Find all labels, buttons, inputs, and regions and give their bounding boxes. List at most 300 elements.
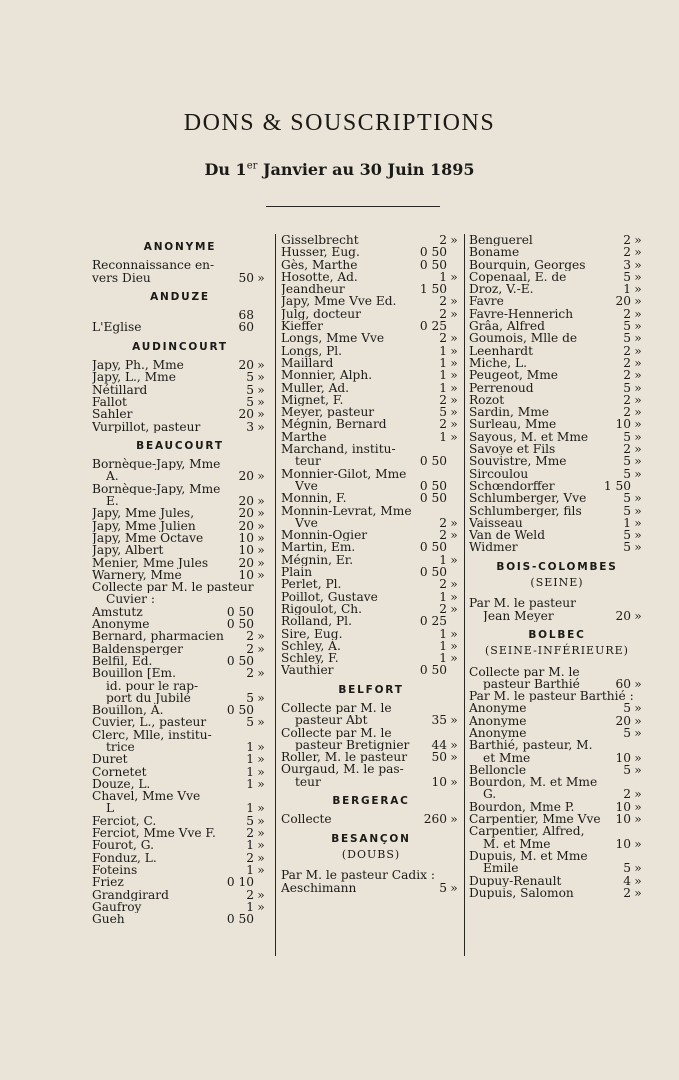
donation-entry xyxy=(92,815,268,827)
donor-name: Monnin-Levrat, Mme xyxy=(281,504,412,517)
ditto-mark: » xyxy=(634,799,642,814)
donor-name: Gueh xyxy=(92,913,125,926)
donation-entry xyxy=(92,889,268,901)
donation-entry xyxy=(469,455,645,467)
donor-name: Clerc, Mlle, institu- xyxy=(92,728,212,741)
ditto-mark: » xyxy=(634,282,642,297)
ditto-mark: » xyxy=(634,812,642,827)
donor-name: Ferciot, Mme Vve F. xyxy=(92,827,216,840)
donor-name: Gaufroy xyxy=(92,900,142,914)
donation-amount: 2 xyxy=(246,629,254,644)
donation-entry xyxy=(469,752,645,764)
donor-name: et Mme xyxy=(483,751,531,764)
ditto-mark: » xyxy=(450,417,458,432)
donation-amount: 2 xyxy=(439,601,447,616)
donation-entry xyxy=(469,246,645,258)
donation-amount: 68 60 xyxy=(238,308,254,335)
ditto-mark: » xyxy=(450,601,458,616)
donor-name: Hosotte, Ad. xyxy=(281,270,358,284)
donation-entry xyxy=(281,320,461,332)
donation-amount: 20 xyxy=(238,469,254,484)
donation-amount: 0 25 xyxy=(419,614,447,629)
donation-amount: 10 xyxy=(238,543,254,558)
donor-name: Favre xyxy=(469,295,504,308)
donation-entry xyxy=(281,640,461,652)
donor-name: Miche, L. xyxy=(469,356,527,370)
donation-amount: 5 xyxy=(246,394,254,409)
donation-amount: 4 xyxy=(623,873,631,888)
donor-name: vers Dieu xyxy=(92,271,151,284)
donation-amount: 1 xyxy=(439,429,447,444)
ditto-mark: » xyxy=(634,269,642,284)
donation-amount: 1 xyxy=(246,862,254,877)
donation-entry xyxy=(469,345,645,357)
donation-amount: 2 xyxy=(623,368,631,383)
donation-entry xyxy=(281,591,461,603)
donor-name: Poillot, Gustave xyxy=(281,590,378,603)
donation-entry xyxy=(92,680,268,692)
donor-name: Anonyme xyxy=(469,726,527,740)
donation-entry xyxy=(469,702,645,714)
donation-amount: 2 xyxy=(623,885,631,900)
ditto-mark: » xyxy=(257,850,265,865)
donation-amount: 2 xyxy=(623,343,631,358)
donation-amount: 2 xyxy=(439,392,447,407)
donor-name: Amstutz xyxy=(92,605,143,619)
donor-name: Copenaal, E. de xyxy=(469,270,567,284)
donation-entry xyxy=(281,295,461,307)
donor-name: Nétillard xyxy=(92,383,148,396)
donation-entry xyxy=(281,763,461,775)
donation-amount: 20 xyxy=(238,407,254,422)
donations-column-1 xyxy=(92,234,268,925)
donation-entry xyxy=(469,369,645,381)
subtitle-superscript: er xyxy=(246,160,258,172)
donation-entry xyxy=(469,259,645,271)
donation-entry xyxy=(281,332,461,344)
donor-name: Martin, Em. xyxy=(281,541,356,554)
donation-entry xyxy=(469,295,645,307)
ditto-mark: » xyxy=(634,608,642,623)
donor-name: Roller, M. le pasteur xyxy=(281,751,408,764)
donation-entry xyxy=(469,715,645,727)
ditto-mark: » xyxy=(257,899,265,914)
donor-name: Foteins xyxy=(92,863,138,877)
donor-name: teur xyxy=(295,775,321,789)
donation-entry xyxy=(281,455,461,467)
donation-amount: 1 xyxy=(439,355,447,370)
donor-name: Collecte xyxy=(281,813,332,826)
donation-amount: 2 xyxy=(439,294,447,309)
donation-amount: 20 xyxy=(238,494,254,509)
donor-name: id. pour le rap- xyxy=(106,679,199,692)
ditto-mark: » xyxy=(257,370,265,385)
donation-entry xyxy=(92,371,268,383)
donation-amount: 0 50 xyxy=(419,663,447,678)
donor-name: Par M. le pasteur Cadix : xyxy=(281,869,435,882)
donor-name: Sire, Eug. xyxy=(281,627,343,640)
donation-amount: 1 xyxy=(439,269,447,284)
donor-name: Perrenoud xyxy=(469,381,534,394)
donation-entry xyxy=(92,421,268,433)
donor-name: Van de Weld xyxy=(469,529,546,542)
ditto-mark: » xyxy=(634,491,642,506)
donation-amount: 5 xyxy=(246,382,254,397)
donor-name: Monnin, F. xyxy=(281,492,347,505)
donation-entry xyxy=(469,541,645,553)
donation-entry xyxy=(281,431,461,443)
donation-amount: 5 xyxy=(246,715,254,730)
donor-name: Vauthier xyxy=(281,664,334,677)
ditto-mark: » xyxy=(634,676,642,691)
donation-entry xyxy=(281,418,461,430)
donation-entry xyxy=(92,876,268,888)
donation-amount: 20 xyxy=(238,358,254,373)
donor-name: Japy, Mme Vve Ed. xyxy=(281,295,397,308)
ditto-mark: » xyxy=(257,887,265,902)
donation-entry xyxy=(469,666,645,678)
ditto-mark: » xyxy=(450,405,458,420)
donation-entry xyxy=(469,431,645,443)
ditto-mark: » xyxy=(257,826,265,841)
donation-amount: 2 xyxy=(439,515,447,530)
donor-name: Aeschimann xyxy=(281,881,357,894)
donor-name: Plain xyxy=(281,566,313,579)
donation-entry xyxy=(469,776,645,788)
donor-name: Favre-Hennerich xyxy=(469,307,574,321)
donor-name: Japy, Mme Octave xyxy=(92,531,204,545)
donor-name: Douze, L. xyxy=(92,777,151,791)
donor-name: Ourgaud, M. le pas- xyxy=(281,763,404,776)
donation-entry xyxy=(469,505,645,517)
donation-amount: 0 10 xyxy=(226,875,254,890)
donation-amount: 2 xyxy=(439,528,447,543)
donation-amount: 2 xyxy=(439,577,447,592)
ditto-mark: » xyxy=(634,392,642,407)
donor-name: pasteur Barthié xyxy=(483,677,580,691)
donation-amount: 1 xyxy=(246,899,254,914)
ditto-mark: » xyxy=(257,469,265,484)
donation-amount: 5 xyxy=(623,762,631,777)
ditto-mark: » xyxy=(450,355,458,370)
ditto-mark: » xyxy=(450,774,458,789)
donation-amount: 5 xyxy=(246,690,254,705)
donation-amount: 1 xyxy=(246,838,254,853)
donation-entry xyxy=(281,246,461,258)
ditto-mark: » xyxy=(257,764,265,779)
donor-name: Fourot, G. xyxy=(92,839,154,852)
donation-amount: 1 xyxy=(439,651,447,666)
donation-entry xyxy=(469,875,645,887)
donation-amount: 5 xyxy=(623,503,631,518)
ditto-mark: » xyxy=(257,358,265,373)
donation-entry xyxy=(92,544,268,556)
donation-entry xyxy=(92,704,268,716)
ditto-mark: » xyxy=(257,543,265,558)
donor-name: Dupuis, Salomon xyxy=(469,886,574,900)
ditto-mark: » xyxy=(257,394,265,409)
donation-amount: 5 xyxy=(623,319,631,334)
ditto-mark: » xyxy=(257,838,265,853)
donation-amount: 2 xyxy=(439,233,447,247)
ditto-mark: » xyxy=(634,725,642,740)
donor-name: Bourdon, Mme P. xyxy=(469,800,575,814)
ditto-mark: » xyxy=(450,269,458,284)
donation-amount: 5 xyxy=(439,880,447,895)
donation-amount: 0 50 xyxy=(419,491,447,506)
donation-entry xyxy=(281,813,461,825)
page-title: DONS & SOUSCRIPTIONS xyxy=(183,110,496,136)
ditto-mark: » xyxy=(450,880,458,895)
donor-name: Belfil, Ed. xyxy=(92,654,153,668)
ditto-mark: » xyxy=(450,713,458,728)
ditto-mark: » xyxy=(634,355,642,370)
ditto-mark: » xyxy=(450,577,458,592)
donor-name: Mignet, F. xyxy=(281,393,344,407)
donation-entry xyxy=(281,259,461,271)
ditto-mark: » xyxy=(257,518,265,533)
donor-name: Julg, docteur xyxy=(281,307,361,321)
donor-name: Barthié, pasteur, M. xyxy=(469,739,593,752)
donor-name: Cuvier, L., pasteur xyxy=(92,716,207,729)
donation-entry xyxy=(469,813,645,825)
donor-name: Grâa, Alfred xyxy=(469,320,545,333)
donation-amount: 1 xyxy=(439,343,447,358)
donor-name: Menier, Mme Jules xyxy=(92,556,209,569)
ditto-mark: » xyxy=(257,567,265,582)
donation-amount: 5 xyxy=(623,528,631,543)
donation-amount: 0 50 xyxy=(419,540,447,555)
donation-entry xyxy=(92,569,268,581)
ditto-mark: » xyxy=(257,776,265,791)
donor-name: Japy, L., Mme xyxy=(92,371,176,384)
donation-amount: 1 xyxy=(246,739,254,754)
donor-name: Vaisseau xyxy=(469,516,523,530)
donor-name: Monnin-Ogier xyxy=(281,529,368,542)
donor-name: trice xyxy=(106,740,135,754)
ditto-mark: » xyxy=(450,306,458,321)
donation-amount: 1 50 xyxy=(603,478,631,493)
title-divider xyxy=(266,206,440,207)
ditto-mark: » xyxy=(450,626,458,641)
donor-name: Kieffer xyxy=(281,320,323,333)
donor-name: Vve xyxy=(295,479,318,493)
donation-entry xyxy=(469,480,645,492)
donation-entry xyxy=(92,655,268,667)
donation-entry xyxy=(469,862,645,874)
donation-amount: 0 50 xyxy=(419,454,447,469)
donation-entry xyxy=(281,664,461,676)
donor-name: Schlumberger, Vve xyxy=(469,492,587,505)
ditto-mark: » xyxy=(257,801,265,816)
donation-entry xyxy=(92,741,268,753)
ditto-mark: » xyxy=(634,466,642,481)
donor-name: Collecte par M. le xyxy=(281,701,392,715)
donor-name: Bouillon, A. xyxy=(92,704,164,717)
section-heading: BESANÇON xyxy=(331,832,411,845)
donation-entry xyxy=(469,690,645,702)
donation-amount: 2 xyxy=(246,826,254,841)
donor-name: Gisselbrecht xyxy=(281,234,359,247)
ditto-mark: » xyxy=(634,417,642,432)
donor-name: Rigoulot, Ch. xyxy=(281,602,362,616)
donation-amount: 0 50 xyxy=(419,257,447,272)
donation-amount: 0 50 xyxy=(226,653,254,668)
donor-name: Meyer, pasteur xyxy=(281,406,375,419)
donation-entry xyxy=(92,408,268,420)
donor-name: Peugeot, Mme xyxy=(469,369,558,382)
section-heading: ANONYME xyxy=(143,241,217,253)
ditto-mark: » xyxy=(634,762,642,777)
donor-name: Anonyme xyxy=(92,618,150,631)
donor-name: Benguerel xyxy=(469,234,533,247)
donation-amount: 1 xyxy=(246,752,254,767)
ditto-mark: » xyxy=(634,294,642,309)
donation-entry xyxy=(469,739,645,751)
donation-amount: 2 xyxy=(623,355,631,370)
donor-name: Warnery, Mme xyxy=(92,568,182,582)
donation-amount: 20 xyxy=(615,294,631,309)
donation-entry xyxy=(92,839,268,851)
donation-entry xyxy=(92,581,268,593)
donor-name: Cuvier : xyxy=(106,593,155,606)
donor-name: Widmer xyxy=(469,541,518,554)
donation-entry xyxy=(92,766,268,778)
donation-entry xyxy=(469,678,645,690)
donor-name: Husser, Eug. xyxy=(281,246,360,259)
ditto-mark: » xyxy=(450,429,458,444)
ditto-mark: » xyxy=(450,331,458,346)
donor-name: Schley, F. xyxy=(281,652,339,665)
ditto-mark: » xyxy=(634,405,642,420)
donor-name: Dupuis, M. et Mme xyxy=(469,849,588,863)
donation-entry xyxy=(281,882,461,894)
donations-column-3 xyxy=(469,234,645,899)
ditto-mark: » xyxy=(450,343,458,358)
donation-amount: 2 xyxy=(623,787,631,802)
ditto-mark: » xyxy=(634,380,642,395)
donation-entry xyxy=(469,727,645,739)
ditto-mark: » xyxy=(450,380,458,395)
donation-entry xyxy=(92,470,268,482)
donor-name: Surleau, Mme xyxy=(469,418,557,431)
donation-amount: 1 xyxy=(439,626,447,641)
donor-name: Sahler xyxy=(92,408,133,421)
donation-amount: 5 xyxy=(623,540,631,555)
donation-entry xyxy=(281,382,461,394)
donation-amount: 5 xyxy=(623,701,631,716)
donation-amount: 10 xyxy=(238,567,254,582)
donor-name: Vurpillot, pasteur xyxy=(92,420,201,433)
donation-amount: 1 xyxy=(439,368,447,383)
donor-name: Schley, A. xyxy=(281,639,341,653)
donations-column-2 xyxy=(281,234,461,894)
ditto-mark: » xyxy=(257,715,265,730)
donation-entry xyxy=(469,308,645,320)
ditto-mark: » xyxy=(634,257,642,272)
donor-name: Schœndorffer xyxy=(469,479,555,493)
donation-amount: 35 xyxy=(431,713,447,728)
ditto-mark: » xyxy=(450,638,458,653)
donation-entry xyxy=(92,618,268,630)
donor-name: Chavel, Mme Vve xyxy=(92,790,201,803)
column-divider-left xyxy=(275,234,276,956)
donor-name: Collecte par M. le xyxy=(281,726,392,739)
donation-amount: 1 xyxy=(623,282,631,297)
donation-entry xyxy=(469,788,645,800)
donation-amount: 2 xyxy=(439,306,447,321)
donation-amount: 2 xyxy=(623,405,631,420)
donation-amount: 260 xyxy=(423,812,447,827)
donation-amount: 0 50 xyxy=(226,617,254,632)
ditto-mark: » xyxy=(257,690,265,705)
donation-entry xyxy=(92,729,268,741)
donation-amount: 1 xyxy=(246,764,254,779)
donation-amount: 5 xyxy=(623,466,631,481)
section-subheading: (DOUBS) xyxy=(341,847,401,861)
donation-amount: 1 xyxy=(439,380,447,395)
ditto-mark: » xyxy=(257,813,265,828)
ditto-mark: » xyxy=(450,589,458,604)
donation-entry xyxy=(92,913,268,925)
donor-name: Carpentier, Mme Vve xyxy=(469,813,601,826)
donation-entry xyxy=(92,507,268,519)
donation-entry xyxy=(469,825,645,837)
donation-entry xyxy=(281,566,461,578)
donor-name: Boname xyxy=(469,246,520,259)
donor-name: Sayous, M. et Mme xyxy=(469,430,589,444)
ditto-mark: » xyxy=(634,368,642,383)
donor-name: Collecte par M. le xyxy=(469,665,580,678)
donor-name: Dupuy-Renault xyxy=(469,874,562,887)
donation-amount: 10 xyxy=(615,812,631,827)
donor-name: G. xyxy=(483,788,497,801)
donation-entry xyxy=(469,271,645,283)
donation-amount: 5 xyxy=(623,491,631,506)
ditto-mark: » xyxy=(450,294,458,309)
donor-name: Bornèque-Japy, Mme xyxy=(92,482,221,496)
donor-name: L xyxy=(106,802,115,815)
section-heading: BOIS-COLOMBES xyxy=(496,560,618,573)
donation-amount: 10 xyxy=(238,530,254,545)
donor-name: Schlumberger, fils xyxy=(469,504,582,517)
donor-name: Sircoulou xyxy=(469,467,529,480)
donation-entry xyxy=(281,394,461,406)
ditto-mark: » xyxy=(634,306,642,321)
donor-name: Bourquin, Georges xyxy=(469,258,586,271)
donation-entry xyxy=(469,764,645,776)
subtitle-prefix: Du 1 xyxy=(204,160,247,179)
donation-amount: 2 xyxy=(623,245,631,260)
donation-entry xyxy=(92,827,268,839)
donation-amount: 5 xyxy=(246,370,254,385)
donation-amount: 1 xyxy=(246,776,254,791)
section-heading: BEAUCOURT xyxy=(136,439,224,452)
ditto-mark: » xyxy=(634,245,642,260)
donation-entry xyxy=(92,593,268,605)
donor-name: A. xyxy=(106,470,119,483)
donor-name: Duret xyxy=(92,753,128,766)
donation-entry xyxy=(469,492,645,504)
donor-name: Emile xyxy=(483,862,519,875)
ditto-mark: » xyxy=(450,737,458,752)
donation-amount: 60 xyxy=(615,676,631,691)
donation-entry xyxy=(469,320,645,332)
donation-entry xyxy=(469,382,645,394)
donation-entry xyxy=(92,259,268,271)
ditto-mark: » xyxy=(634,429,642,444)
section-subheading: (SEINE-INFÉRIEURE) xyxy=(485,644,629,658)
